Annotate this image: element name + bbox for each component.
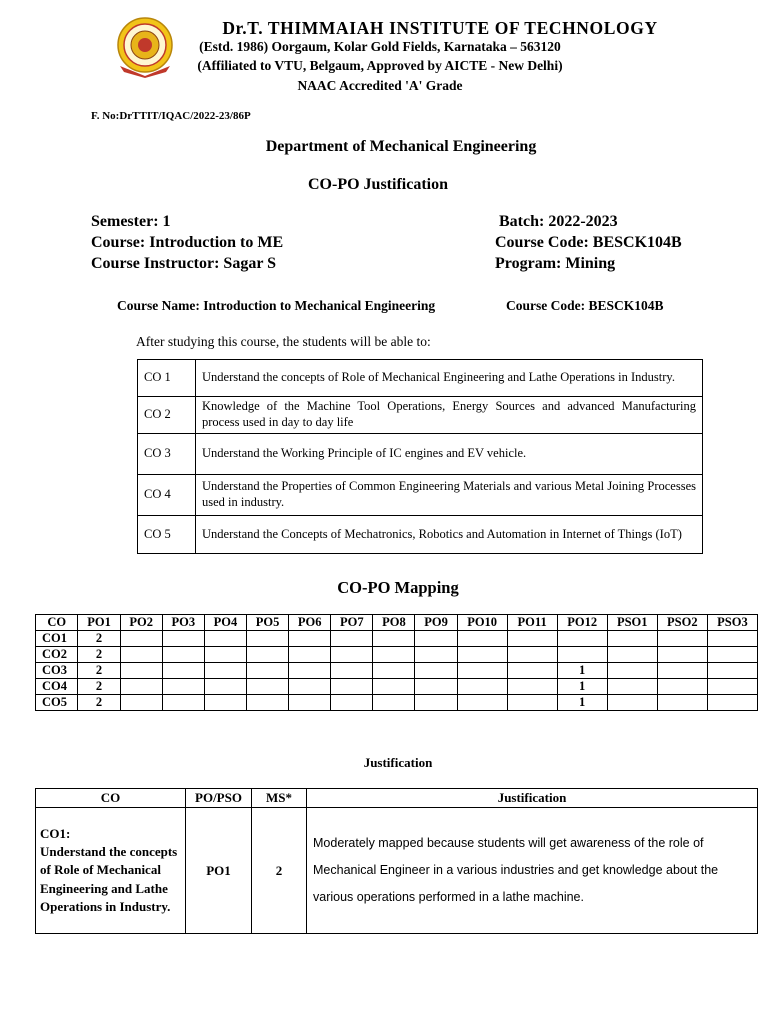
mapping-value-cell	[120, 663, 162, 679]
mapping-value-cell	[507, 647, 557, 663]
co-description: Understand the Working Principle of IC engines and EV vehicle.	[196, 434, 703, 475]
table-row	[138, 397, 703, 434]
table-row	[36, 695, 758, 711]
mapping-value-cell	[204, 695, 246, 711]
mapping-value-cell	[120, 631, 162, 647]
header-po-pso: PO/PSO	[186, 789, 252, 808]
mapping-header-cell: PSO2	[657, 615, 707, 631]
mapping-co-cell: CO3	[36, 663, 78, 679]
co-description: Understand the concepts of Role of Mechanical Engineering and Lathe Operations in Industry.	[196, 360, 703, 397]
justification-co: CO1: Understand the concepts of Role of Mechanical Engineering and Lathe Operations in Industry.	[36, 808, 186, 934]
mapping-value-cell	[607, 695, 657, 711]
co-id: CO 2	[138, 397, 196, 434]
mapping-value-cell	[289, 663, 331, 679]
batch: Batch: 2022-2023	[499, 213, 618, 230]
mapping-value-cell	[373, 663, 415, 679]
mapping-header-cell: PO5	[246, 615, 288, 631]
mapping-value-cell	[120, 679, 162, 695]
document-title: CO-PO Justification	[308, 176, 448, 193]
mapping-value-cell	[657, 647, 707, 663]
table-row	[36, 647, 758, 663]
mapping-value-cell	[557, 631, 607, 647]
header-co: CO	[36, 789, 186, 808]
mapping-value-cell	[331, 647, 373, 663]
mapping-value-cell	[507, 631, 557, 647]
mapping-value-cell	[331, 679, 373, 695]
mapping-value-cell	[289, 631, 331, 647]
mapping-value-cell: 2	[78, 647, 120, 663]
mapping-value-cell	[204, 647, 246, 663]
mapping-value-cell: 2	[78, 663, 120, 679]
mapping-header-cell: PO8	[373, 615, 415, 631]
mapping-value-cell	[415, 663, 457, 679]
institute-name: Dr.T. THIMMAIAH INSTITUTE OF TECHNOLOGY	[222, 18, 658, 38]
co-id: CO 1	[138, 360, 196, 397]
mapping-value-cell	[120, 647, 162, 663]
justification-po: PO1	[186, 808, 252, 934]
mapping-header-cell: PO11	[507, 615, 557, 631]
table-row	[36, 808, 758, 934]
mapping-header-cell: PSO1	[607, 615, 657, 631]
mapping-value-cell	[657, 631, 707, 647]
mapping-value-cell	[707, 679, 757, 695]
co-id: CO 5	[138, 516, 196, 554]
mapping-value-cell	[415, 631, 457, 647]
table-row	[36, 631, 758, 647]
mapping-header-cell: PSO3	[707, 615, 757, 631]
mapping-header-cell: PO6	[289, 615, 331, 631]
course-code: Course Code: BESCK104B	[495, 234, 682, 251]
mapping-header-cell: PO1	[78, 615, 120, 631]
mapping-value-cell	[507, 679, 557, 695]
mapping-header-cell: PO9	[415, 615, 457, 631]
mapping-value-cell	[707, 631, 757, 647]
co-id: CO 4	[138, 475, 196, 516]
table-row	[36, 663, 758, 679]
header-ms: MS*	[252, 789, 307, 808]
mapping-value-cell	[246, 631, 288, 647]
mapping-value-cell	[204, 679, 246, 695]
mapping-header-cell: PO12	[557, 615, 607, 631]
mapping-value-cell	[373, 647, 415, 663]
mapping-value-cell: 1	[557, 695, 607, 711]
justification-table	[35, 788, 758, 934]
mapping-value-cell	[457, 679, 507, 695]
mapping-value-cell: 1	[557, 679, 607, 695]
mapping-value-cell	[507, 663, 557, 679]
mapping-value-cell	[331, 663, 373, 679]
mapping-value-cell	[331, 631, 373, 647]
mapping-value-cell	[415, 647, 457, 663]
course-instructor: Course Instructor: Sagar S	[91, 255, 277, 272]
course-name-line: Course Name: Introduction to Mechanical Engineering	[117, 298, 436, 313]
mapping-value-cell	[162, 679, 204, 695]
mapping-title: CO-PO Mapping	[337, 578, 459, 597]
table-row	[138, 475, 703, 516]
mapping-value-cell: 2	[78, 631, 120, 647]
mapping-value-cell	[246, 663, 288, 679]
mapping-value-cell	[707, 695, 757, 711]
mapping-value-cell	[607, 631, 657, 647]
mapping-value-cell	[415, 695, 457, 711]
table-header-row	[36, 789, 758, 808]
mapping-value-cell	[373, 679, 415, 695]
mapping-value-cell	[289, 695, 331, 711]
co-po-mapping-table	[35, 614, 758, 711]
mapping-value-cell	[204, 663, 246, 679]
mapping-value-cell	[246, 679, 288, 695]
co-description: Understand the Concepts of Mechatronics, Robotics and Automation in Internet of Things (IoT)	[196, 516, 703, 554]
mapping-value-cell	[162, 695, 204, 711]
mapping-value-cell: 1	[557, 663, 607, 679]
department-title: Department of Mechanical Engineering	[265, 138, 537, 155]
mapping-value-cell	[457, 631, 507, 647]
mapping-value-cell: 2	[78, 679, 120, 695]
justification-ms: 2	[252, 808, 307, 934]
outcomes-intro: After studying this course, the students will be able to:	[136, 334, 431, 349]
mapping-co-cell: CO4	[36, 679, 78, 695]
mapping-value-cell	[246, 647, 288, 663]
mapping-value-cell	[607, 679, 657, 695]
mapping-value-cell	[457, 647, 507, 663]
mapping-value-cell	[246, 695, 288, 711]
mapping-value-cell	[557, 647, 607, 663]
mapping-value-cell	[162, 631, 204, 647]
course-code-line: Course Code: BESCK104B	[506, 298, 664, 313]
mapping-value-cell	[707, 663, 757, 679]
header-affiliation: (Affiliated to VTU, Belgaum, Approved by AICTE - New Delhi)	[197, 58, 563, 73]
mapping-value-cell	[373, 631, 415, 647]
mapping-value-cell	[289, 679, 331, 695]
table-row	[138, 434, 703, 475]
semester: Semester: 1	[91, 213, 171, 230]
mapping-value-cell	[289, 647, 331, 663]
mapping-value-cell: 2	[78, 695, 120, 711]
table-row	[138, 360, 703, 397]
mapping-co-cell: CO5	[36, 695, 78, 711]
mapping-value-cell	[607, 647, 657, 663]
mapping-value-cell	[657, 695, 707, 711]
mapping-co-cell: CO2	[36, 647, 78, 663]
mapping-value-cell	[657, 663, 707, 679]
mapping-value-cell	[457, 663, 507, 679]
header-justification: Justification	[307, 789, 758, 808]
course: Course: Introduction to ME	[91, 234, 284, 251]
mapping-value-cell	[204, 631, 246, 647]
file-number: F. No:DrTTIT/IQAC/2022-23/86P	[91, 110, 251, 122]
mapping-header-cell: PO7	[331, 615, 373, 631]
mapping-header-cell: PO2	[120, 615, 162, 631]
table-row	[36, 679, 758, 695]
mapping-value-cell	[373, 695, 415, 711]
program: Program: Mining	[495, 255, 616, 272]
co-description: Knowledge of the Machine Tool Operations, Energy Sources and advanced Manufacturing process used in day to day life	[196, 397, 703, 434]
mapping-value-cell	[607, 663, 657, 679]
mapping-value-cell	[120, 695, 162, 711]
header-accreditation: NAAC Accredited 'A' Grade	[297, 78, 463, 93]
header-address: (Estd. 1986) Oorgaum, Kolar Gold Fields, Karnataka – 563120	[199, 39, 561, 54]
mapping-header-cell: CO	[36, 615, 78, 631]
mapping-value-cell	[507, 695, 557, 711]
mapping-header-cell: PO3	[162, 615, 204, 631]
table-row	[138, 516, 703, 554]
justification-title: Justification	[363, 755, 433, 770]
mapping-value-cell	[707, 647, 757, 663]
co-description: Understand the Properties of Common Engineering Materials and various Metal Joining Processes used in industry.	[196, 475, 703, 516]
mapping-value-cell	[162, 663, 204, 679]
mapping-value-cell	[457, 695, 507, 711]
mapping-value-cell	[331, 695, 373, 711]
mapping-value-cell	[415, 679, 457, 695]
co-id: CO 3	[138, 434, 196, 475]
mapping-value-cell	[162, 647, 204, 663]
table-header-row	[36, 615, 758, 631]
course-outcomes-table	[137, 359, 703, 554]
mapping-header-cell: PO10	[457, 615, 507, 631]
mapping-header-cell: PO4	[204, 615, 246, 631]
justification-text: Moderately mapped because students will get awareness of the role of Mechanical Engineer in a various industries and get knowledge about the various operations performed in a lathe machine.	[307, 808, 758, 934]
mapping-co-cell: CO1	[36, 631, 78, 647]
mapping-value-cell	[657, 679, 707, 695]
